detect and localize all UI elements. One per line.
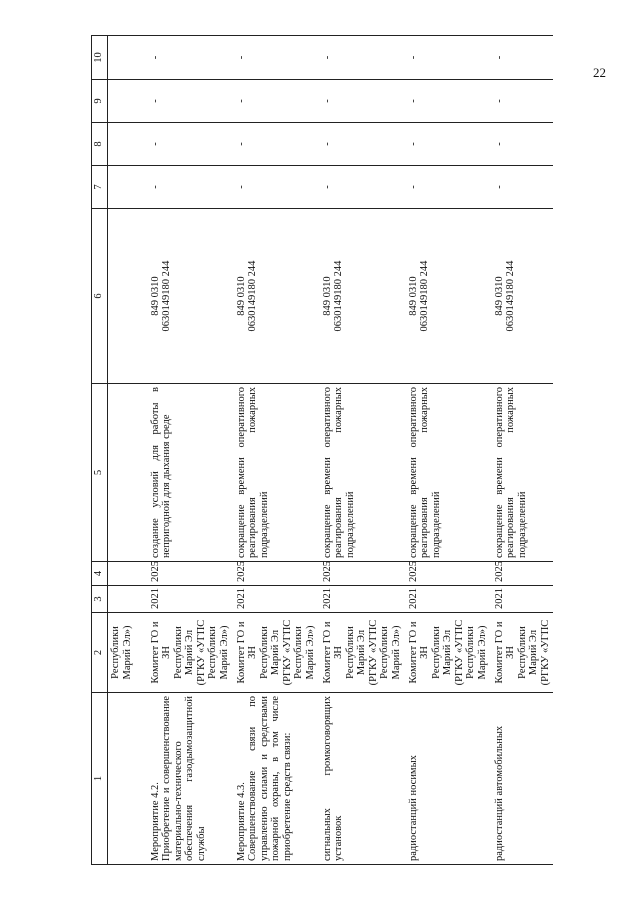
value-cell: -: [234, 36, 320, 80]
start-year-cell: 2021: [492, 586, 554, 613]
start-year-cell: 2021: [320, 586, 406, 613]
budget-code-cell: 849 0310 0630149180 244: [234, 209, 320, 384]
value-cell: -: [320, 80, 406, 123]
column-header-7: 7: [92, 166, 108, 209]
value-cell: -: [148, 123, 234, 166]
expected-result-cell: сокращение времени оперативного реагирования пожарных подразделений: [320, 384, 406, 562]
table-row: [320, 36, 406, 865]
value-cell: -: [492, 166, 554, 209]
expected-result-cell: сокращение времени оперативного реагирования пожарных подразделений: [234, 384, 320, 562]
table-row: [406, 36, 492, 865]
cell-empty: [108, 693, 148, 865]
end-year-cell: 2025: [406, 562, 492, 586]
value-cell: -: [406, 166, 492, 209]
responsible-org-cell: Комитет ГО и ЗН Республики Марий Эл (РГКУ «УГПС: [492, 613, 554, 693]
cell-empty: [108, 36, 148, 80]
table-row: [148, 36, 234, 865]
value-cell: -: [320, 123, 406, 166]
start-year-cell: 2021: [234, 586, 320, 613]
value-cell: -: [406, 36, 492, 80]
value-cell: -: [406, 80, 492, 123]
measures-table: [91, 35, 553, 865]
value-cell: -: [320, 36, 406, 80]
cell-empty: [108, 166, 148, 209]
value-cell: -: [492, 36, 554, 80]
value-cell: -: [234, 123, 320, 166]
value-cell: -: [234, 80, 320, 123]
responsible-org-cell: Комитет ГО и ЗН Республики Марий Эл (РГКУ «УГПС Республики Марий Эл»): [320, 613, 406, 693]
cell-empty: [108, 384, 148, 562]
expected-result-cell: создание условий для работы в непригодной для дыхания среде: [148, 384, 234, 562]
column-header-4: 4: [92, 562, 108, 586]
value-cell: -: [148, 36, 234, 80]
column-header-6: 6: [92, 209, 108, 384]
value-cell: -: [492, 80, 554, 123]
value-cell: -: [148, 80, 234, 123]
cell-empty: [108, 80, 148, 123]
cell-empty: [108, 123, 148, 166]
column-header-3: 3: [92, 586, 108, 613]
value-cell: -: [234, 166, 320, 209]
responsible-org-cell: Комитет ГО и ЗН Республики Марий Эл (РГКУ «УГПС Республики Марий Эл»): [148, 613, 234, 693]
value-cell: -: [148, 166, 234, 209]
budget-code-cell: 849 0310 0630149180 244: [492, 209, 554, 384]
expected-result-cell: сокращение времени оперативного реагирования пожарных подразделений: [406, 384, 492, 562]
column-header-1: 1: [92, 693, 108, 865]
value-cell: -: [406, 123, 492, 166]
value-cell: -: [492, 123, 554, 166]
continuation-org-cell: Республики Марий Эл»): [108, 613, 148, 693]
continuation-row: [108, 36, 148, 865]
table-row: [492, 36, 554, 865]
end-year-cell: 2025: [148, 562, 234, 586]
end-year-cell: 2025: [492, 562, 554, 586]
column-header-8: 8: [92, 123, 108, 166]
budget-code-cell: 849 0310 0630149180 244: [148, 209, 234, 384]
measure-cell: сигнальных громкоговорящих установок: [320, 693, 406, 865]
table-row: [234, 36, 320, 865]
measure-cell: радиостанций носимых: [406, 693, 492, 865]
start-year-cell: 2021: [406, 586, 492, 613]
end-year-cell: 2025: [234, 562, 320, 586]
budget-code-cell: 849 0310 0630149180 244: [406, 209, 492, 384]
budget-code-cell: 849 0310 0630149180 244: [320, 209, 406, 384]
measure-cell: радиостанций автомобильных: [492, 693, 554, 865]
page-number: 22: [593, 65, 606, 80]
start-year-cell: 2021: [148, 586, 234, 613]
end-year-cell: 2025: [320, 562, 406, 586]
measure-cell: Мероприятие 4.3. Совершенствование связи по управлению силами и средствами пожарной охраны, в том числе приобретение средств связи:: [234, 693, 320, 865]
expected-result-cell: сокращение времени оперативного реагирования пожарных подразделений: [492, 384, 554, 562]
cell-empty: [108, 586, 148, 613]
responsible-org-cell: Комитет ГО и ЗН Республики Марий Эл (РГКУ «УГПС Республики Марий Эл»): [406, 613, 492, 693]
column-number-row: [92, 36, 108, 865]
rotated-table-container: [91, 36, 551, 865]
measure-cell: Мероприятие 4.2. Приобретение и совершенствование материально-технического обеспечения газодымозащитной службы: [148, 693, 234, 865]
column-header-2: 2: [92, 613, 108, 693]
cell-empty: [108, 209, 148, 384]
cell-empty: [108, 562, 148, 586]
value-cell: -: [320, 166, 406, 209]
column-header-9: 9: [92, 80, 108, 123]
column-header-5: 5: [92, 384, 108, 562]
column-header-10: 10: [92, 36, 108, 80]
responsible-org-cell: Комитет ГО и ЗН Республики Марий Эл (РГКУ «УГПС Республики Марий Эл»): [234, 613, 320, 693]
